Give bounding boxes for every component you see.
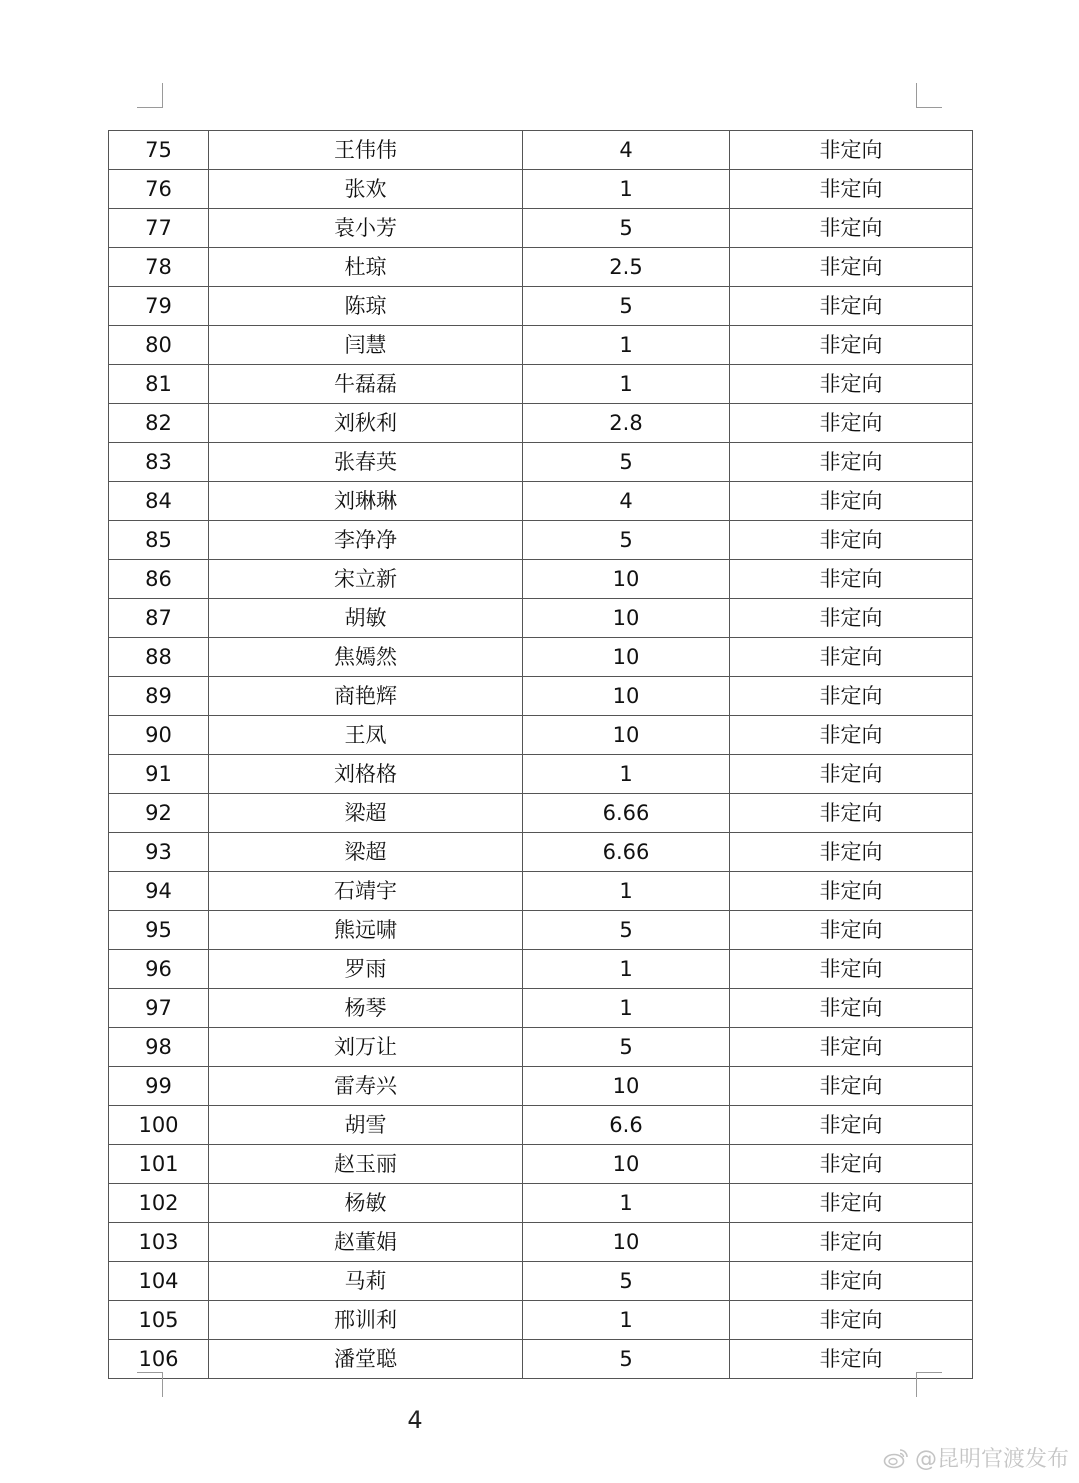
donor-name-cell: 胡敏 [209, 599, 523, 638]
row-number-cell: 86 [109, 560, 209, 599]
amount-cell: 10 [523, 1223, 730, 1262]
donation-type-cell: 非定向 [730, 1067, 973, 1106]
donor-name-cell: 石靖宇 [209, 872, 523, 911]
donation-type-cell: 非定向 [730, 404, 973, 443]
table-row [109, 248, 973, 287]
donation-type-cell: 非定向 [730, 872, 973, 911]
amount-cell: 5 [523, 287, 730, 326]
row-number-cell: 96 [109, 950, 209, 989]
table-row [109, 872, 973, 911]
amount-cell: 10 [523, 599, 730, 638]
crop-mark-bottom-right [916, 1372, 942, 1397]
donor-name-cell: 杜琼 [209, 248, 523, 287]
amount-cell: 5 [523, 1340, 730, 1379]
table-row [109, 209, 973, 248]
row-number-cell: 98 [109, 1028, 209, 1067]
row-number-cell: 80 [109, 326, 209, 365]
amount-cell: 4 [523, 131, 730, 170]
donation-type-cell: 非定向 [730, 560, 973, 599]
row-number-cell: 82 [109, 404, 209, 443]
donor-name-cell: 商艳辉 [209, 677, 523, 716]
amount-cell: 1 [523, 989, 730, 1028]
donor-name-cell: 杨敏 [209, 1184, 523, 1223]
donation-type-cell: 非定向 [730, 1340, 973, 1379]
amount-cell: 10 [523, 716, 730, 755]
amount-cell: 2.8 [523, 404, 730, 443]
row-number-cell: 92 [109, 794, 209, 833]
table-row [109, 638, 973, 677]
row-number-cell: 84 [109, 482, 209, 521]
amount-cell: 5 [523, 911, 730, 950]
donation-type-cell: 非定向 [730, 209, 973, 248]
donor-name-cell: 刘秋利 [209, 404, 523, 443]
donor-name-cell: 梁超 [209, 794, 523, 833]
table-row [109, 131, 973, 170]
amount-cell: 5 [523, 521, 730, 560]
donor-name-cell: 刘琳琳 [209, 482, 523, 521]
donation-type-cell: 非定向 [730, 755, 973, 794]
table-row [109, 1223, 973, 1262]
donation-table [108, 130, 973, 1379]
donor-name-cell: 梁超 [209, 833, 523, 872]
table-row [109, 794, 973, 833]
table-row [109, 326, 973, 365]
table-row [109, 482, 973, 521]
donor-name-cell: 雷寿兴 [209, 1067, 523, 1106]
row-number-cell: 88 [109, 638, 209, 677]
donor-name-cell: 李净净 [209, 521, 523, 560]
donation-type-cell: 非定向 [730, 950, 973, 989]
amount-cell: 1 [523, 1184, 730, 1223]
amount-cell: 5 [523, 1262, 730, 1301]
donation-type-cell: 非定向 [730, 131, 973, 170]
row-number-cell: 77 [109, 209, 209, 248]
table-row [109, 755, 973, 794]
amount-cell: 5 [523, 1028, 730, 1067]
table-row [109, 599, 973, 638]
donor-name-cell: 熊远啸 [209, 911, 523, 950]
table-row [109, 833, 973, 872]
amount-cell: 2.5 [523, 248, 730, 287]
donation-type-cell: 非定向 [730, 716, 973, 755]
donation-type-cell: 非定向 [730, 365, 973, 404]
donation-type-cell: 非定向 [730, 1106, 973, 1145]
row-number-cell: 90 [109, 716, 209, 755]
weibo-watermark [883, 1442, 1069, 1473]
donation-type-cell: 非定向 [730, 638, 973, 677]
row-number-cell: 95 [109, 911, 209, 950]
donor-name-cell: 焦嫣然 [209, 638, 523, 677]
amount-cell: 6.66 [523, 794, 730, 833]
table-row [109, 1340, 973, 1379]
row-number-cell: 104 [109, 1262, 209, 1301]
row-number-cell: 97 [109, 989, 209, 1028]
row-number-cell: 79 [109, 287, 209, 326]
crop-mark-bottom-left [137, 1372, 163, 1397]
donor-name-cell: 刘万让 [209, 1028, 523, 1067]
table-row [109, 1028, 973, 1067]
amount-cell: 10 [523, 638, 730, 677]
table-row [109, 560, 973, 599]
amount-cell: 1 [523, 950, 730, 989]
donation-type-cell: 非定向 [730, 287, 973, 326]
amount-cell: 5 [523, 443, 730, 482]
amount-cell: 1 [523, 326, 730, 365]
donor-name-cell: 杨琴 [209, 989, 523, 1028]
amount-cell: 1 [523, 1301, 730, 1340]
donation-table-body [109, 131, 973, 1379]
donation-type-cell: 非定向 [730, 1145, 973, 1184]
table-row [109, 1262, 973, 1301]
donation-type-cell: 非定向 [730, 989, 973, 1028]
donation-type-cell: 非定向 [730, 1301, 973, 1340]
donation-type-cell: 非定向 [730, 1184, 973, 1223]
table-row [109, 1184, 973, 1223]
table-row [109, 404, 973, 443]
donation-type-cell: 非定向 [730, 794, 973, 833]
table-row [109, 1067, 973, 1106]
table-row [109, 521, 973, 560]
crop-mark-top-left [137, 83, 163, 108]
table-row [109, 287, 973, 326]
row-number-cell: 87 [109, 599, 209, 638]
donor-name-cell: 赵玉丽 [209, 1145, 523, 1184]
donor-name-cell: 张欢 [209, 170, 523, 209]
table-row [109, 170, 973, 209]
row-number-cell: 91 [109, 755, 209, 794]
crop-mark-top-right [916, 83, 942, 108]
amount-cell: 10 [523, 1145, 730, 1184]
row-number-cell: 76 [109, 170, 209, 209]
donor-name-cell: 罗雨 [209, 950, 523, 989]
donation-type-cell: 非定向 [730, 677, 973, 716]
donor-name-cell: 宋立新 [209, 560, 523, 599]
row-number-cell: 81 [109, 365, 209, 404]
amount-cell: 10 [523, 677, 730, 716]
donation-type-cell: 非定向 [730, 599, 973, 638]
row-number-cell: 106 [109, 1340, 209, 1379]
donor-name-cell: 牛磊磊 [209, 365, 523, 404]
table-row [109, 989, 973, 1028]
row-number-cell: 101 [109, 1145, 209, 1184]
table-row [109, 1145, 973, 1184]
row-number-cell: 94 [109, 872, 209, 911]
table-row [109, 716, 973, 755]
table-row [109, 1106, 973, 1145]
table-row [109, 950, 973, 989]
row-number-cell: 75 [109, 131, 209, 170]
donation-type-cell: 非定向 [730, 170, 973, 209]
table-row [109, 677, 973, 716]
table-row [109, 443, 973, 482]
donor-name-cell: 王凤 [209, 716, 523, 755]
donor-name-cell: 马莉 [209, 1262, 523, 1301]
donation-type-cell: 非定向 [730, 521, 973, 560]
row-number-cell: 102 [109, 1184, 209, 1223]
amount-cell: 1 [523, 365, 730, 404]
table-row [109, 1301, 973, 1340]
row-number-cell: 99 [109, 1067, 209, 1106]
donation-type-cell: 非定向 [730, 326, 973, 365]
amount-cell: 10 [523, 560, 730, 599]
donor-name-cell: 赵董娟 [209, 1223, 523, 1262]
donation-type-cell: 非定向 [730, 1262, 973, 1301]
watermark-text: @昆明官渡发布 [914, 1447, 1069, 1472]
weibo-icon [883, 1447, 909, 1469]
donation-type-cell: 非定向 [730, 911, 973, 950]
donation-type-cell: 非定向 [730, 482, 973, 521]
table-row [109, 911, 973, 950]
amount-cell: 6.6 [523, 1106, 730, 1145]
table-row [109, 365, 973, 404]
amount-cell: 6.66 [523, 833, 730, 872]
donation-type-cell: 非定向 [730, 1223, 973, 1262]
donor-name-cell: 潘堂聪 [209, 1340, 523, 1379]
page-number: 4 [407, 1406, 423, 1434]
donor-name-cell: 闫慧 [209, 326, 523, 365]
donor-name-cell: 邢训利 [209, 1301, 523, 1340]
row-number-cell: 93 [109, 833, 209, 872]
donor-name-cell: 刘格格 [209, 755, 523, 794]
donor-name-cell: 胡雪 [209, 1106, 523, 1145]
amount-cell: 1 [523, 170, 730, 209]
row-number-cell: 105 [109, 1301, 209, 1340]
donation-type-cell: 非定向 [730, 833, 973, 872]
donation-type-cell: 非定向 [730, 443, 973, 482]
donor-name-cell: 袁小芳 [209, 209, 523, 248]
row-number-cell: 85 [109, 521, 209, 560]
donation-type-cell: 非定向 [730, 1028, 973, 1067]
row-number-cell: 83 [109, 443, 209, 482]
amount-cell: 5 [523, 209, 730, 248]
row-number-cell: 103 [109, 1223, 209, 1262]
donor-name-cell: 王伟伟 [209, 131, 523, 170]
row-number-cell: 78 [109, 248, 209, 287]
amount-cell: 4 [523, 482, 730, 521]
donor-name-cell: 陈琼 [209, 287, 523, 326]
amount-cell: 1 [523, 755, 730, 794]
donation-type-cell: 非定向 [730, 248, 973, 287]
donor-name-cell: 张春英 [209, 443, 523, 482]
amount-cell: 1 [523, 872, 730, 911]
amount-cell: 10 [523, 1067, 730, 1106]
row-number-cell: 100 [109, 1106, 209, 1145]
row-number-cell: 89 [109, 677, 209, 716]
